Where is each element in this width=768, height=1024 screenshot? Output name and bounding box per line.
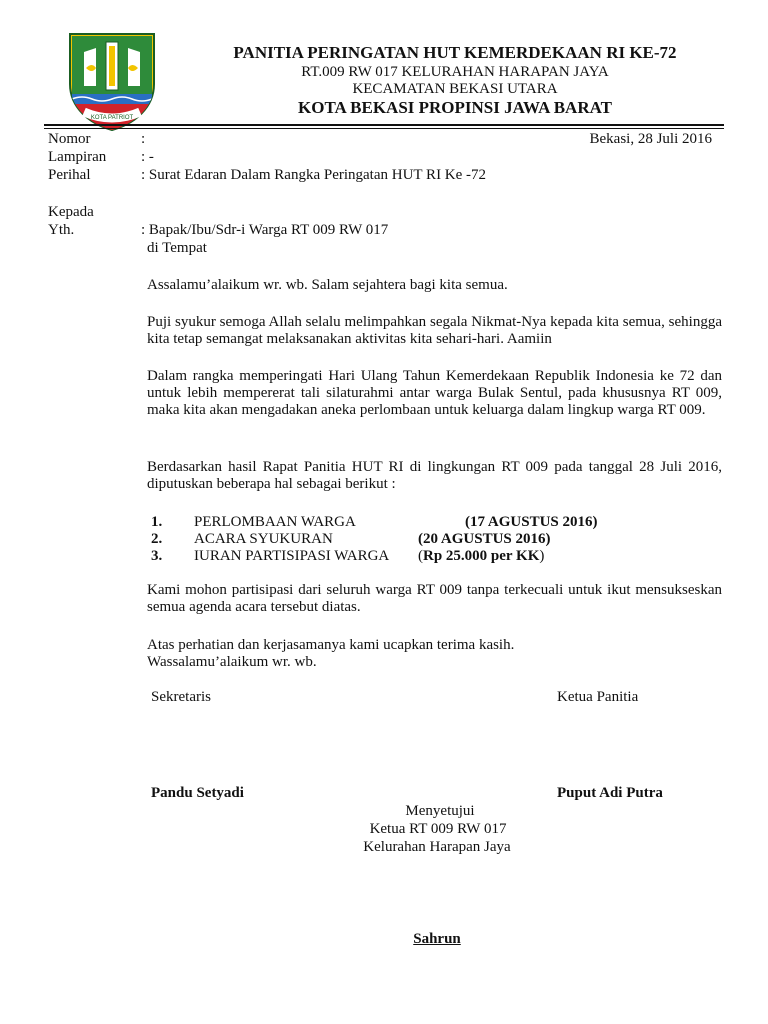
kepada-label: Kepada (48, 204, 94, 220)
perihal-value: : Surat Edaran Dalam Rangka Peringatan HUT RI Ke -72 (141, 167, 487, 183)
agenda-item-number: 2. (151, 531, 163, 547)
letterhead-title: PANITIA PERINGATAN HUT KEMERDEKAAN RI KE-72 (233, 43, 677, 62)
agenda-item-number: 1. (151, 514, 163, 530)
paragraph-purpose: Dalam rangka memperingati Hari Ulang Tahun Kemerdekaan Republik Indonesia ke 72 dan untuk lebih mempererat tali silaturahmi antar warga Bulak Sentul, pada khususnya RT 009, maka kita akan mengadakan aneka perlombaan untuk keluarga dalam lingkup warga RT 009. (147, 368, 722, 418)
agenda-item-date: (20 AGUSTUS 2016) (418, 531, 551, 547)
approval-position: Ketua RT 009 RW 017 (369, 821, 507, 837)
header-rule-thin (44, 128, 724, 129)
closing-thanks: Atas perhatian dan kerjasamanya kami ucapkan terima kasih. (147, 637, 515, 653)
yth-value: : Bapak/Ibu/Sdr-i Warga RT 009 RW 017 (141, 222, 389, 238)
closing-salam: Wassalamu’alaikum wr. wb. (147, 654, 317, 670)
nomor-value: : (141, 131, 146, 147)
yth-label: Yth. (48, 222, 75, 238)
lampiran-label: Lampiran (48, 149, 107, 165)
agenda-item-date: (17 AGUSTUS 2016) (465, 514, 598, 530)
kota-bekasi-emblem (66, 28, 158, 132)
agenda-item-name: IURAN PARTISIPASI WARGA (194, 548, 390, 564)
agenda-item-name: ACARA SYUKURAN (194, 531, 333, 547)
signature-right-title: Ketua Panitia (557, 689, 639, 705)
signature-left-title: Sekretaris (151, 689, 211, 705)
signature-right-name: Puput Adi Putra (557, 785, 663, 801)
paragraph-intro: Puji syukur semoga Allah selalu melimpahkan segala Nikmat-Nya kepada kita semua, sehingga kita tetap semangat melaksanakan aktivitas kita sehari-hari. Aamiin (147, 314, 722, 347)
place-date: Bekasi, 28 Juli 2016 (589, 131, 712, 147)
svg-text:KOTA PATRIOT: KOTA PATRIOT (90, 115, 134, 121)
letterhead-address: RT.009 RW 017 KELURAHAN HARAPAN JAYA (301, 64, 609, 80)
approval-label: Menyetujui (405, 803, 475, 819)
header-rule-thick (44, 124, 724, 126)
agenda-item-number: 3. (151, 548, 163, 564)
paragraph-request: Kami mohon partisipasi dari seluruh warga RT 009 tanpa terkecuali untuk ikut mensukseskan semua agenda acara tersebut diatas. (147, 582, 722, 615)
di-tempat: di Tempat (147, 240, 207, 256)
approval-location: Kelurahan Harapan Jaya (363, 839, 511, 855)
nomor-label: Nomor (48, 131, 91, 147)
agenda-item-name: PERLOMBAAN WARGA (194, 514, 356, 530)
agenda-item-fee: (Rp 25.000 per KK) (418, 548, 545, 564)
letterhead-city: KOTA BEKASI PROPINSI JAWA BARAT (298, 98, 612, 117)
greeting: Assalamu’alaikum wr. wb. Salam sejahtera bagi kita semua. (147, 277, 508, 293)
approval-name: Sahrun (413, 931, 461, 947)
perihal-label: Perihal (48, 167, 91, 183)
letterhead-district: KECAMATAN BEKASI UTARA (352, 81, 558, 97)
paragraph-decision: Berdasarkan hasil Rapat Panitia HUT RI di lingkungan RT 009 pada tanggal 28 Juli 2016, diputuskan beberapa hal sebagai berikut : (147, 459, 722, 492)
lampiran-value: : - (141, 149, 154, 165)
signature-left-name: Pandu Setyadi (151, 785, 244, 801)
